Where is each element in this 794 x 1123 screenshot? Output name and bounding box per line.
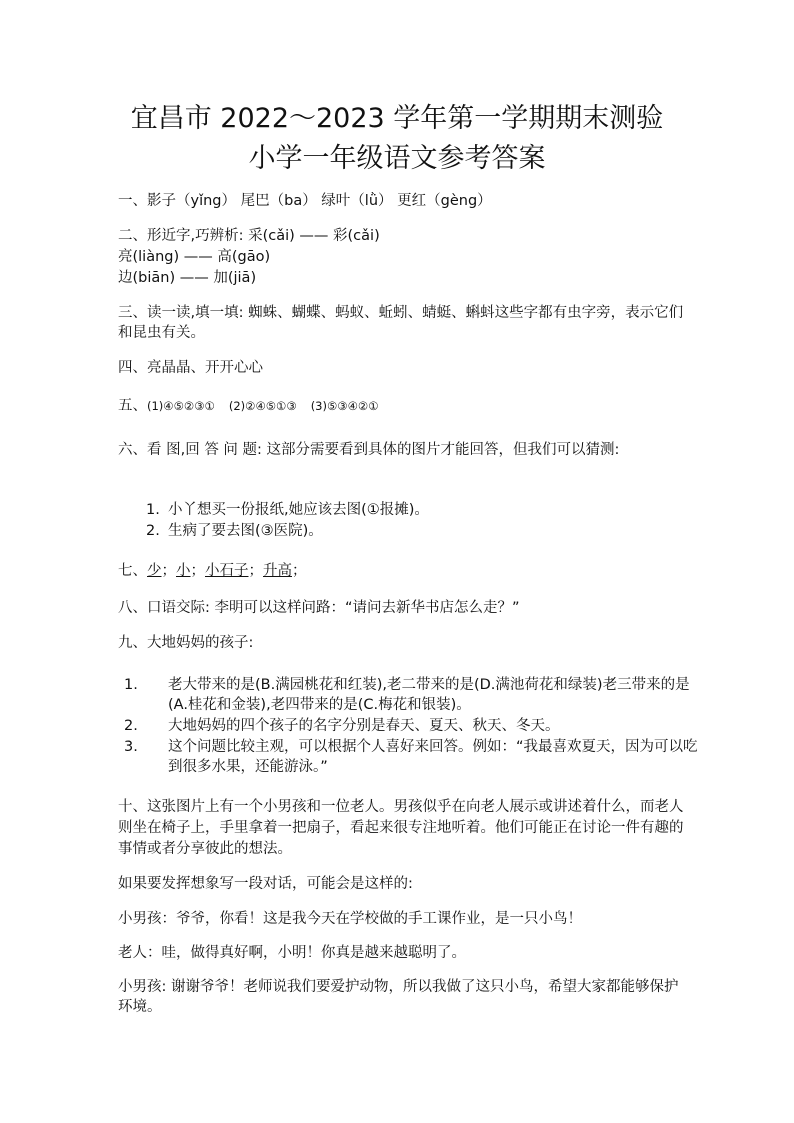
section-2-line-1: 二、形近字,巧辨析: 采(cǎi) —— 彩(cǎi) <box>118 228 380 244</box>
list-text: 这个问题比较主观，可以根据个人喜好来回答。例如：“我最喜欢夏天，因为可以吃到很多水果，还能游泳。” <box>168 739 698 775</box>
section-6-item-1 <box>146 500 429 520</box>
list-text: 小丫想买一份报纸,她应该去图(①报摊)。 <box>168 502 429 518</box>
dialogue-line-boy-2: 小男孩: 谢谢爷爷！老师说我们要爱护动物，所以我做了这只小鸟，希望大家都能够保护环境。 <box>118 979 679 1015</box>
separator: ； <box>292 563 307 579</box>
section-9-item-1 <box>124 675 708 715</box>
section-9-item-3 <box>124 737 708 777</box>
dialogue-intro: 如果要发挥想象写一段对话，可能会是这样的: <box>118 876 413 892</box>
separator: ； <box>248 563 263 579</box>
list-number: 1. <box>146 502 160 518</box>
section-6-item-2 <box>146 521 323 541</box>
section-1: 一、影子（yǐng） 尾巴（ba） 绿叶（lǜ） 更红（gèng） <box>118 193 492 209</box>
section-7 <box>118 561 307 581</box>
section-2-line-3: 边(biān) —— 加(jiā) <box>118 270 257 286</box>
list-text: 大地妈妈的四个孩子的名字分别是春天、夏天、秋天、冬天。 <box>168 718 560 734</box>
section-10: 十、这张图片上有一个小男孩和一位老人。男孩似乎在向老人展示或讲述着什么，而老人则坐在椅子上，手里拿着一把扇子，看起来很专注地听着。他们可能正在讨论一件有趣的事情或者分享彼此的想法。 <box>118 799 684 857</box>
section-5 <box>118 396 393 416</box>
section-8: 八、口语交际: 李明可以这样问路：“请问去新华书店怎么走？” <box>118 600 520 616</box>
section-3: 三、读一读,填一填: 蜘蛛、蝴蝶、蚂蚁、蚯蚓、蜻蜓、蝌蚪这些字都有虫字旁，表示它们和昆虫有关。 <box>118 305 684 341</box>
separator: ； <box>190 563 205 579</box>
page-title: 宜昌市 2022～2023 学年第一学期期末测验 <box>130 103 664 134</box>
section-5-item: (1)④⑤②③① <box>147 399 215 413</box>
section-9-item-2 <box>124 716 708 736</box>
section-9: 九、大地妈妈的孩子: <box>118 635 254 651</box>
section-7-word: 升高 <box>263 563 292 579</box>
section-5-label: 五、 <box>118 398 147 414</box>
section-7-label: 七、 <box>118 563 147 579</box>
section-6: 六、看 图,回 答 问 题: 这部分需要看到具体的图片才能回答，但我们可以猜测: <box>118 442 620 458</box>
section-5-item: (3)⑤③④②① <box>310 399 379 413</box>
separator: ； <box>161 563 176 579</box>
section-7-word: 小 <box>176 563 191 579</box>
section-5-item: (2)②④⑤①③ <box>228 399 297 413</box>
section-7-word: 少 <box>147 563 162 579</box>
list-number: 3. <box>124 739 138 755</box>
list-text: 生病了要去图(③医院)。 <box>168 523 323 539</box>
section-7-word: 小石子 <box>205 563 249 579</box>
dialogue-line-boy-1: 小男孩：爷爷，你看！这是我今天在学校做的手工课作业，是一只小鸟！ <box>118 911 582 927</box>
list-number: 1. <box>124 677 138 693</box>
list-number: 2. <box>124 718 138 734</box>
list-text: 老大带来的是(B.满园桃花和红装),老二带来的是(D.满池荷花和绿装)老三带来的是(A.桂花和金装),老四带来的是(C.梅花和银装)。 <box>168 677 690 713</box>
section-4: 四、亮晶晶、开开心心 <box>118 360 263 376</box>
section-2-line-2: 亮(liàng) —— 高(gāo) <box>118 249 271 265</box>
page-subtitle: 小学一年级语文参考答案 <box>248 143 546 174</box>
list-number: 2. <box>146 523 160 539</box>
dialogue-line-grandpa: 老人：哇，做得真好啊，小明！你真是越来越聪明了。 <box>118 945 466 961</box>
